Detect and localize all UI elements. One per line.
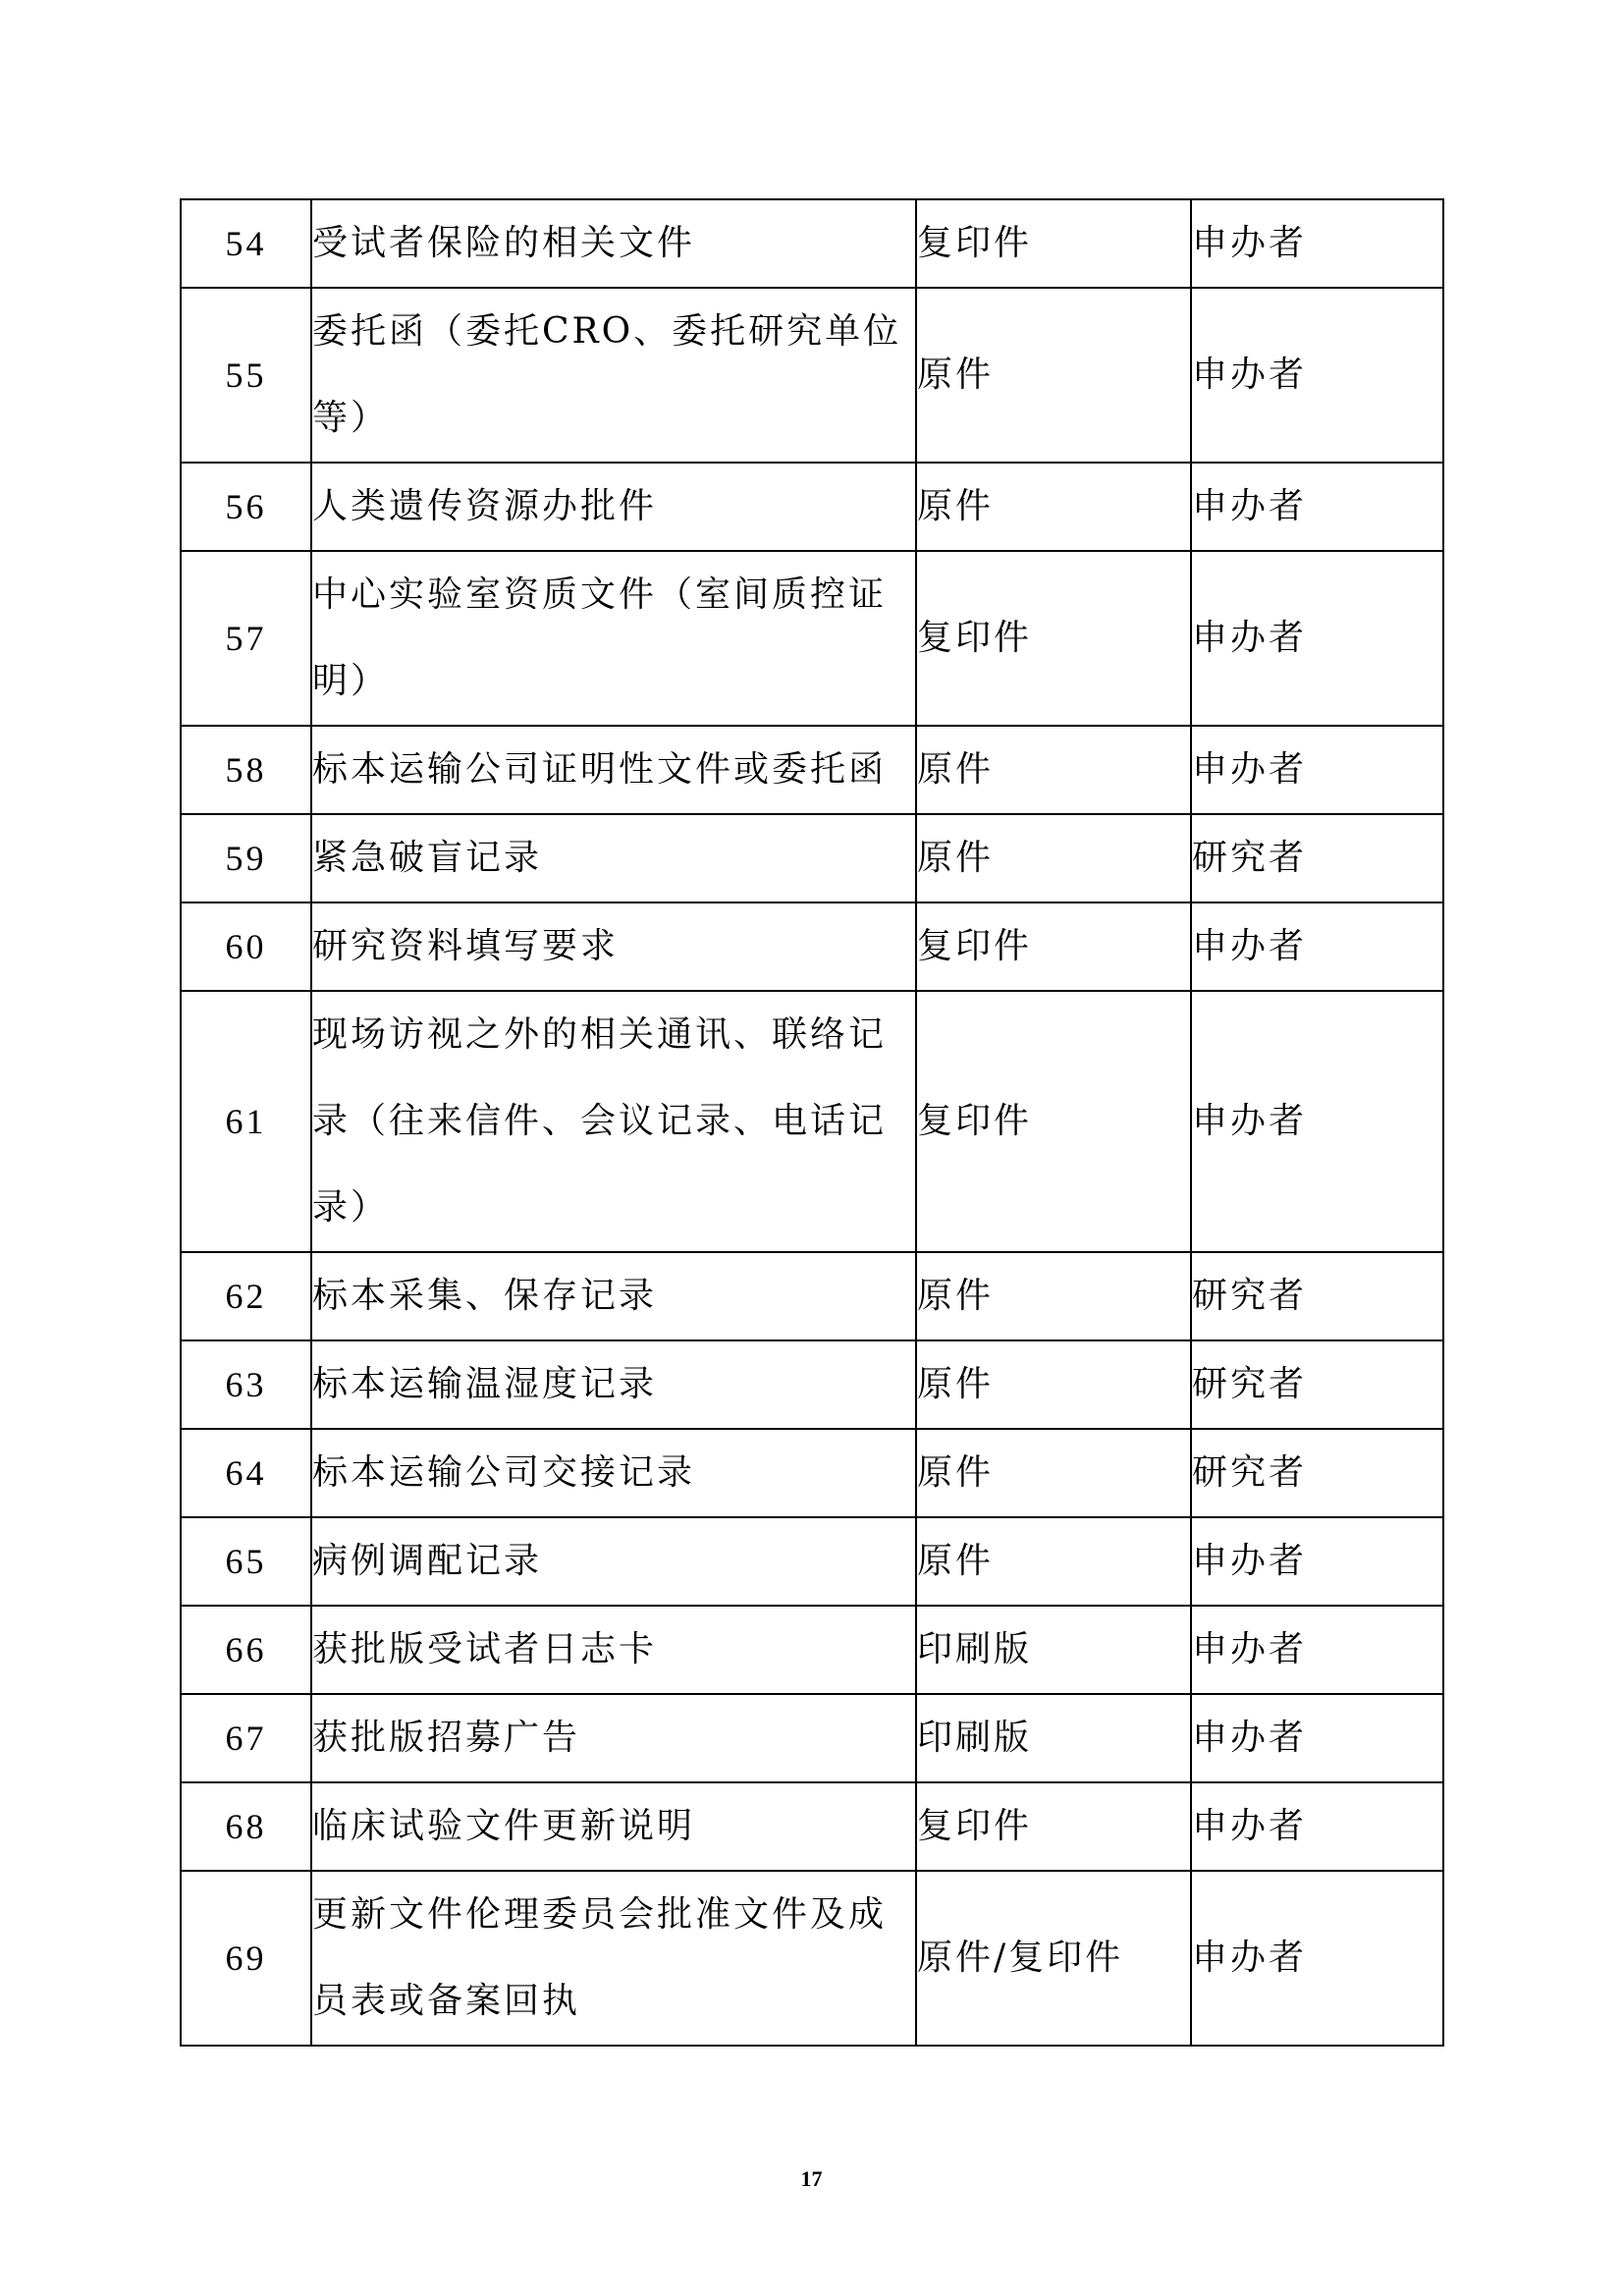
- table-row: [181, 1694, 1443, 1782]
- document-keeper: 申办者: [1191, 1694, 1443, 1782]
- document-name: 研究资料填写要求: [311, 902, 916, 991]
- document-keeper: 研究者: [1191, 1252, 1443, 1340]
- document-keeper: 申办者: [1191, 1606, 1443, 1694]
- document-type: 印刷版: [916, 1606, 1191, 1694]
- row-number: 65: [181, 1517, 311, 1606]
- table-row: [181, 1782, 1443, 1871]
- document-type: 原件/复印件: [916, 1871, 1191, 2046]
- document-type: 复印件: [916, 902, 1191, 991]
- document-name: 受试者保险的相关文件: [311, 199, 916, 288]
- row-number: 58: [181, 726, 311, 814]
- document-keeper: 研究者: [1191, 1429, 1443, 1517]
- table-row: [181, 463, 1443, 551]
- document-name: 标本采集、保存记录: [311, 1252, 916, 1340]
- document-type: 原件: [916, 814, 1191, 902]
- document-keeper: 申办者: [1191, 199, 1443, 288]
- table-row: [181, 902, 1443, 991]
- document-name: 委托函（委托CRO、委托研究单位等）: [311, 288, 916, 463]
- document-keeper: 申办者: [1191, 463, 1443, 551]
- table-body: [181, 199, 1443, 2046]
- row-number: 69: [181, 1871, 311, 2046]
- document-type: 原件: [916, 1252, 1191, 1340]
- document-type: 复印件: [916, 551, 1191, 726]
- document-keeper: 申办者: [1191, 902, 1443, 991]
- document-archive-table: [180, 198, 1444, 2047]
- table-row: [181, 1252, 1443, 1340]
- document-type: 原件: [916, 726, 1191, 814]
- document-name: 临床试验文件更新说明: [311, 1782, 916, 1871]
- document-name: 获批版受试者日志卡: [311, 1606, 916, 1694]
- row-number: 61: [181, 991, 311, 1252]
- document-name: 中心实验室资质文件（室间质控证明）: [311, 551, 916, 726]
- table-row: [181, 726, 1443, 814]
- row-number: 56: [181, 463, 311, 551]
- document-keeper: 申办者: [1191, 726, 1443, 814]
- document-type: 复印件: [916, 199, 1191, 288]
- table-row: [181, 1340, 1443, 1429]
- document-name: 人类遗传资源办批件: [311, 463, 916, 551]
- document-name: 获批版招募广告: [311, 1694, 916, 1782]
- table-row: [181, 1517, 1443, 1606]
- row-number: 64: [181, 1429, 311, 1517]
- document-name: 标本运输公司交接记录: [311, 1429, 916, 1517]
- document-keeper: 申办者: [1191, 1517, 1443, 1606]
- document-name: 病例调配记录: [311, 1517, 916, 1606]
- table-row: [181, 814, 1443, 902]
- document-keeper: 研究者: [1191, 814, 1443, 902]
- document-type: 原件: [916, 288, 1191, 463]
- document-type: 原件: [916, 1517, 1191, 1606]
- row-number: 68: [181, 1782, 311, 1871]
- table-row: [181, 991, 1443, 1252]
- row-number: 54: [181, 199, 311, 288]
- document-keeper: 研究者: [1191, 1340, 1443, 1429]
- row-number: 67: [181, 1694, 311, 1782]
- table-row: [181, 1429, 1443, 1517]
- document-name: 标本运输温湿度记录: [311, 1340, 916, 1429]
- table-row: [181, 199, 1443, 288]
- table-row: [181, 1606, 1443, 1694]
- row-number: 55: [181, 288, 311, 463]
- document-keeper: 申办者: [1191, 288, 1443, 463]
- document-type: 原件: [916, 1340, 1191, 1429]
- row-number: 59: [181, 814, 311, 902]
- document-name: 标本运输公司证明性文件或委托函: [311, 726, 916, 814]
- row-number: 62: [181, 1252, 311, 1340]
- document-type: 复印件: [916, 991, 1191, 1252]
- document-type: 印刷版: [916, 1694, 1191, 1782]
- document-name: 现场访视之外的相关通讯、联络记录（往来信件、会议记录、电话记录）: [311, 991, 916, 1252]
- document-keeper: 申办者: [1191, 991, 1443, 1252]
- document-keeper: 申办者: [1191, 551, 1443, 726]
- document-name: 紧急破盲记录: [311, 814, 916, 902]
- row-number: 66: [181, 1606, 311, 1694]
- document-name: 更新文件伦理委员会批准文件及成员表或备案回执: [311, 1871, 916, 2046]
- document-type: 原件: [916, 463, 1191, 551]
- document-keeper: 申办者: [1191, 1871, 1443, 2046]
- document-type: 原件: [916, 1429, 1191, 1517]
- row-number: 63: [181, 1340, 311, 1429]
- row-number: 60: [181, 902, 311, 991]
- table-row: [181, 1871, 1443, 2046]
- row-number: 57: [181, 551, 311, 726]
- document-type: 复印件: [916, 1782, 1191, 1871]
- page-number: 17: [800, 2166, 823, 2191]
- table-row: [181, 288, 1443, 463]
- table-row: [181, 551, 1443, 726]
- document-keeper: 申办者: [1191, 1782, 1443, 1871]
